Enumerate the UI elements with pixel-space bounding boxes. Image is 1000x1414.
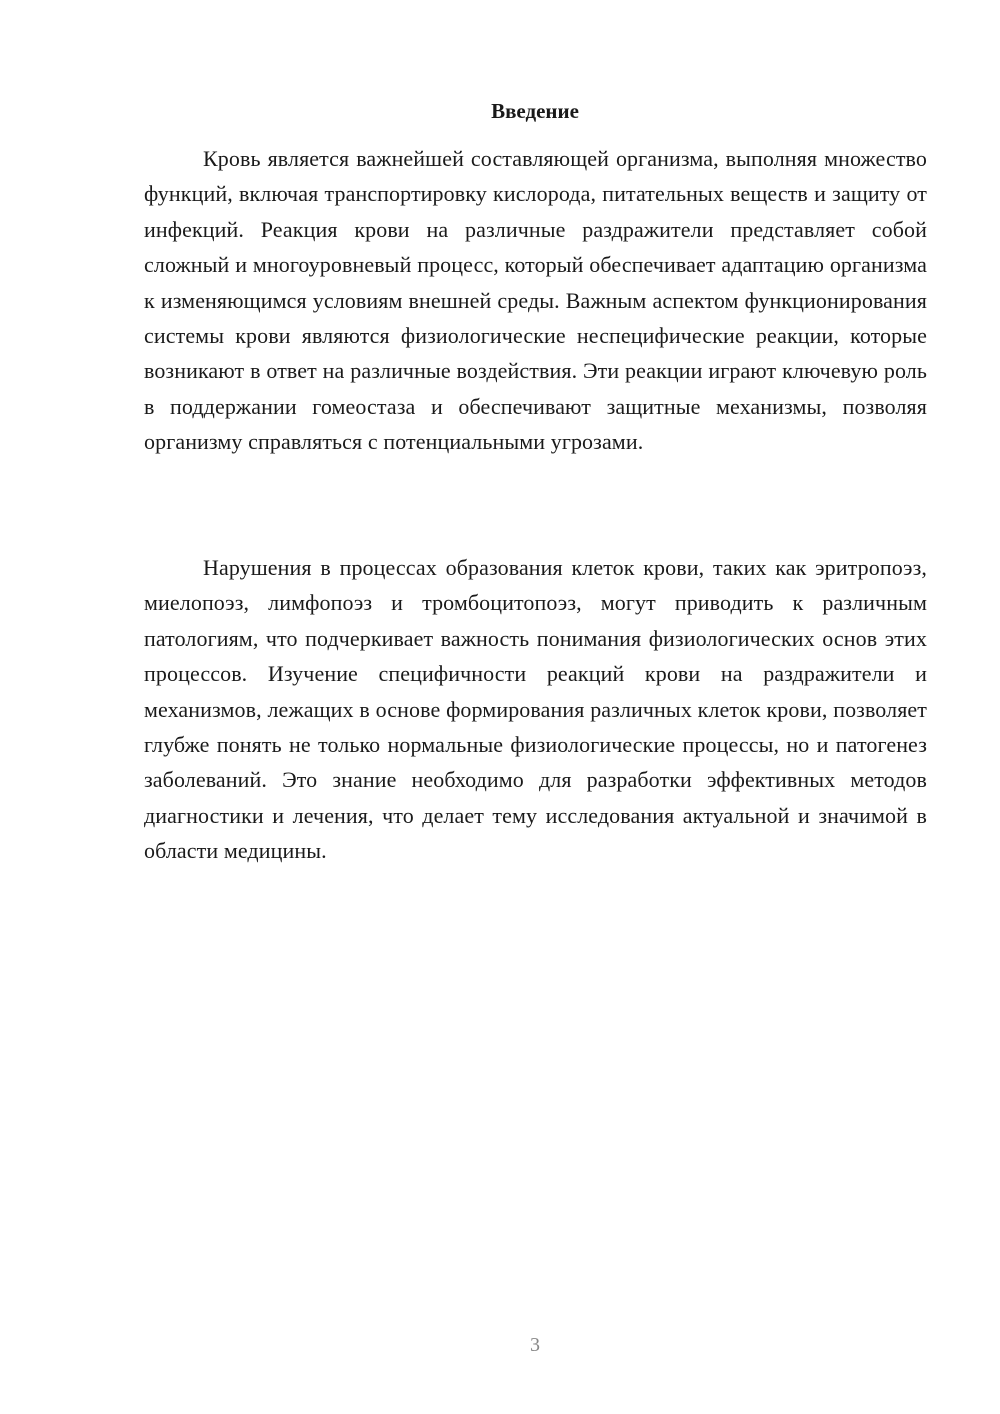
body-paragraph: Кровь является важнейшей составляющей организма, выполняя множество функций, включая транспортировку кислорода, питательных веществ и защиту от инфекций. Реакция крови на различные раздражители представляет собой сложный и многоуровневый процесс, который обеспечивает адаптацию организма к изменяющимся условиям внешней среды. Важным аспектом функционирования системы крови являются физиологические неспецифические реакции, которые возникают в ответ на различные воздействия. Эти реакции играют ключевую роль в поддержании гомеостаза и обеспечивают защитные механизмы, позволяя организму справляться с потенциальными угрозами. xyxy=(144,146,927,455)
section-title: Введение xyxy=(491,99,579,123)
body-paragraph: Нарушения в процессах образования клеток крови, таких как эритропоэз, миелопоэз, лимфопоэз и тромбоцитопоэз, могут приводить к различным патологиям, что подчеркивает важность понимания физиологических основ этих процессов. Изучение специфичности реакций крови на раздражители и механизмов, лежащих в основе формирования различных клеток крови, позволяет глубже понять не только нормальные физиологические процессы, но и патогенез заболеваний. Это знание необходимо для разработки эффективных методов диагностики и лечения, что делает тему исследования актуальной и значимой в области медицины. xyxy=(144,555,927,864)
page-number: 3 xyxy=(530,1334,540,1356)
